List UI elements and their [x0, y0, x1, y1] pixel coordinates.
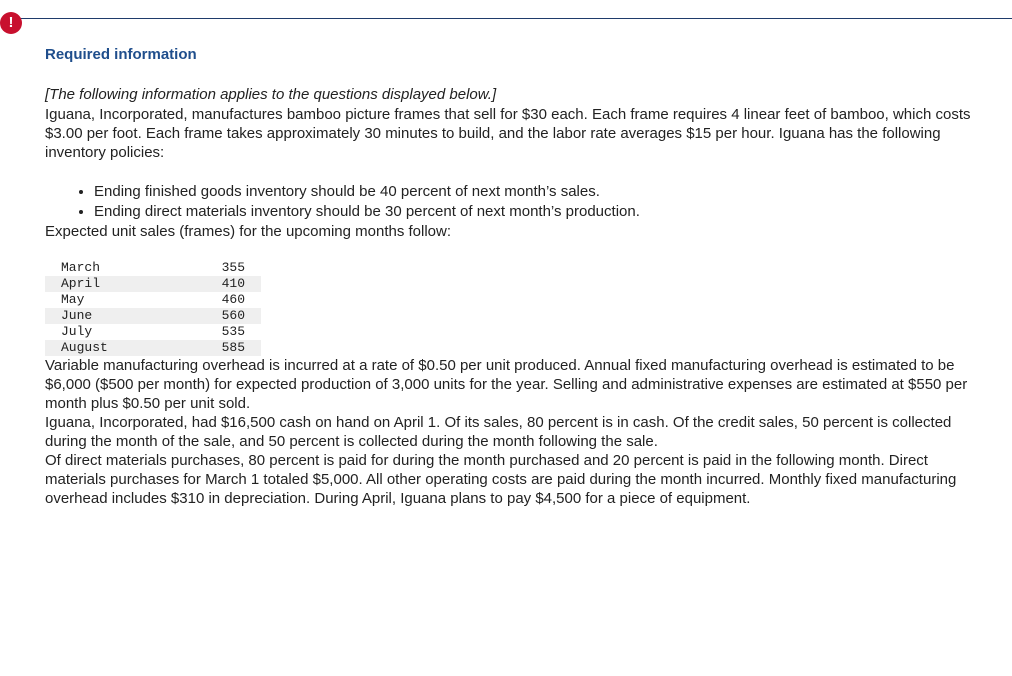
table-row [45, 292, 261, 308]
units-cell: 535 [221, 324, 245, 339]
table-row [45, 324, 261, 340]
policy-item: • Ending direct materials inventory should be 30 percent of next month’s production. [94, 202, 975, 222]
table-row [45, 308, 261, 324]
expected-sales-table [45, 260, 261, 356]
content [45, 44, 975, 508]
table-row [45, 260, 261, 276]
table-row [45, 340, 261, 356]
units-cell: 560 [160, 308, 261, 324]
overhead-paragraph: Variable manufacturing overhead is incurred at a rate of $0.50 per unit produced. Annual fixed manufacturing overhead is estimated to be $6,000 ($500 per month) for expected production of 3,000 units for the year. Selling and administrative expenses are estimated at $550 per month plus $0.50 per unit sold. [45, 357, 968, 412]
inventory-policies-list [45, 182, 975, 222]
table-row [45, 276, 261, 292]
units-cell: 410 [160, 276, 261, 292]
month-cell: May [61, 292, 85, 307]
month-cell: June [45, 308, 160, 324]
units-cell: 460 [221, 292, 245, 307]
units-cell: 585 [160, 340, 261, 356]
purchases-paragraph: Of direct materials purchases, 80 percent is paid for during the month purchased and 20 percent is paid in the following month. Direct materials purchases for March 1 totaled $5,000. All other operating costs are paid during the month incurred. Monthly fixed manufacturing overhead includes $310 in depreciation. During April, Iguana plans to pay $4,500 for a piece of equipment. [45, 452, 957, 507]
sales-intro-paragraph: Expected unit sales (frames) for the upcoming months follow: [45, 223, 452, 240]
units-cell: 355 [221, 260, 245, 275]
policy-item: • Ending finished goods inventory should be 40 percent of next month’s sales. [94, 182, 975, 202]
cash-paragraph: Iguana, Incorporated, had $16,500 cash on hand on April 1. Of its sales, 80 percent is in cash. Of the credit sales, 50 percent is collected during the month of the sale, and 50 percent is collected during the month following the sale. [45, 414, 952, 450]
intro-paragraph: Iguana, Incorporated, manufactures bamboo picture frames that sell for $30 each. Each frame requires 4 linear feet of bamboo, which costs $3.00 per foot. Each frame takes approximately 30 minutes to build, and the labor rate averages $15 per hour. Iguana has the following inventory policies: [45, 106, 971, 161]
month-cell: March [61, 260, 101, 275]
month-cell: July [61, 324, 93, 339]
info-subtitle: [The following information applies to the questions displayed below.] [45, 86, 497, 103]
month-cell: August [45, 340, 160, 356]
required-information-title: Required information [45, 46, 197, 63]
header-divider [20, 18, 1012, 19]
month-cell: April [45, 276, 160, 292]
alert-icon: ! [0, 12, 22, 34]
